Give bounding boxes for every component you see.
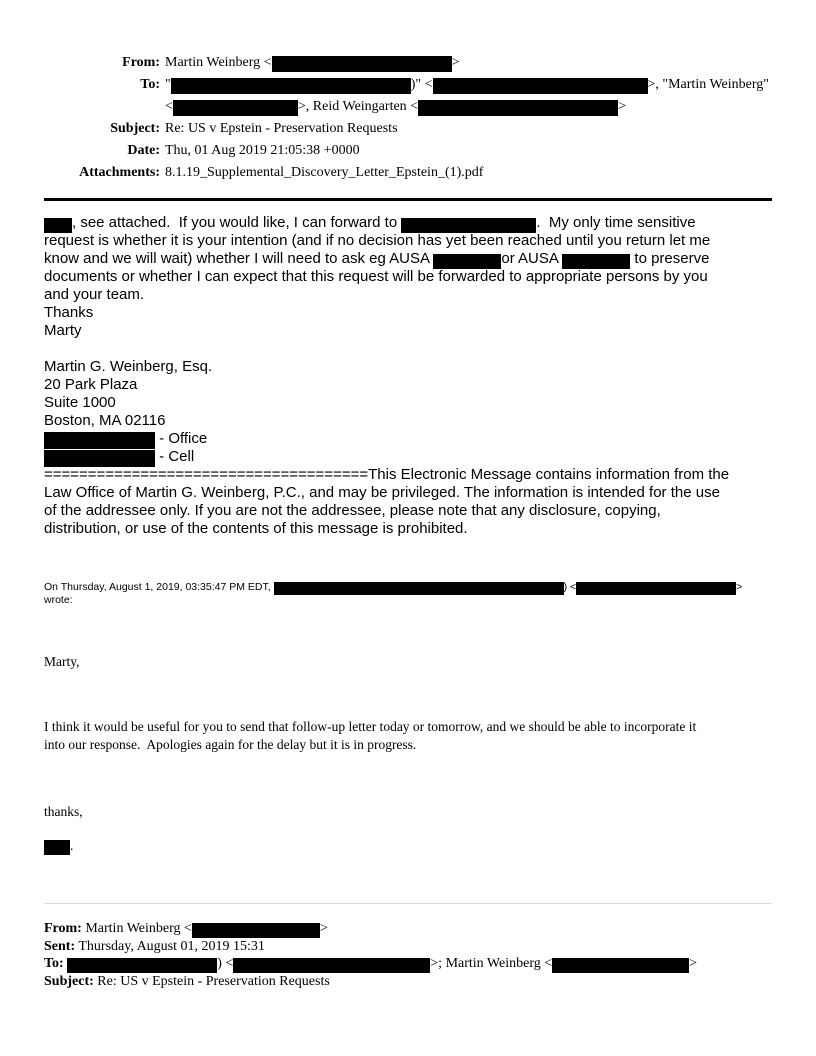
redaction-bar (44, 432, 155, 449)
text-line: Martin G. Weinberg, Esq. (44, 358, 213, 375)
email-header (44, 52, 772, 184)
text-line: into our response. Apologies again for the delay but it is in progress. (44, 737, 417, 752)
redaction-bar (44, 218, 72, 233)
quoted-email-divider (44, 903, 772, 904)
text-line: and your team. (44, 286, 145, 303)
text-line: - Cell (44, 448, 772, 466)
text-line: 20 Park Plaza (44, 376, 138, 393)
field-label: To: (44, 956, 64, 971)
header-field-value: Martin Weinberg < > (165, 55, 460, 70)
text-line: thanks, (44, 804, 83, 819)
redaction-bar (192, 923, 320, 938)
redaction-bar (272, 56, 452, 72)
redaction-bar (171, 78, 411, 94)
text-line: know and we will wait) whether I will need to ask eg AUSA or AUSA to preserve (44, 250, 710, 267)
header-field-value: 8.1.19_Supplemental_Discovery_Letter_Epstein_(1).pdf (165, 165, 484, 180)
text-line: . (44, 837, 772, 855)
redaction-bar (552, 958, 689, 973)
text-line: To: ) < >; Martin Weinberg < > (44, 956, 698, 971)
redaction-bar (44, 840, 70, 855)
quote-closing (44, 803, 772, 821)
text-line: Marty (44, 322, 82, 339)
field-label: Subject: (44, 973, 94, 989)
header-field-label: Attachments: (79, 165, 160, 180)
text-line: , see attached. If you would like, I can forward to . My only time sensitive (44, 214, 772, 232)
text-line: documents or whether I can expect that this request will be forwarded to appropriate persons by you (44, 268, 708, 285)
signature-block (44, 358, 772, 538)
quote-paragraph (44, 718, 772, 754)
text-line: Marty, (44, 654, 80, 669)
text-line: Sent: Thursday, August 01, 2019 15:31 (44, 938, 265, 954)
quote-attribution-line (44, 581, 772, 607)
text-line: request is whether it is your intention (and if no decision has yet been reached until you return let me (44, 232, 711, 249)
quote-greeting (44, 653, 772, 671)
text-line: On Thursday, August 1, 2019, 03:35:47 PM EDT, ) < > wrote: (44, 581, 746, 606)
redaction-bar (576, 582, 736, 595)
header-row (44, 140, 772, 162)
header-row (44, 74, 772, 118)
header-field-label: From: (122, 55, 160, 70)
header-divider (44, 198, 772, 201)
text-line: Law Office of Martin G. Weinberg, P.C., and may be privileged. The information is intended for the use (44, 484, 720, 501)
header-row (44, 52, 772, 74)
text-line: I think it would be useful for you to send that follow-up letter today or tomorrow, and we should be able to incorporate it (44, 719, 697, 734)
quote-sender-name (44, 837, 772, 855)
redaction-bar (44, 450, 155, 467)
header-field-label: Subject: (110, 121, 160, 136)
header-row (44, 118, 772, 140)
text-line: From: Martin Weinberg < > (44, 921, 328, 936)
redaction-bar (67, 958, 217, 973)
redaction-bar (433, 254, 501, 269)
header-field-label: Date: (127, 143, 160, 158)
header-field-value: " )" < >, "Martin Weinberg" < >, Reid Weingarten < > (165, 77, 769, 114)
text-line: Boston, MA 02116 (44, 412, 166, 429)
field-label: Sent: (44, 938, 76, 954)
redaction-bar (274, 582, 564, 595)
text-line: =====================================This Electronic Message contains information from the (44, 466, 730, 483)
redaction-bar (433, 78, 648, 94)
redaction-bar (401, 218, 536, 233)
header-field-value: Re: US v Epstein - Preservation Requests (165, 121, 398, 136)
field-label: From: (44, 921, 82, 936)
redaction-bar (173, 100, 298, 116)
quoted-email-header (44, 920, 772, 990)
redaction-bar (418, 100, 618, 116)
text-line: Subject: Re: US v Epstein - Preservation Requests (44, 973, 330, 989)
header-row (44, 162, 772, 184)
header-field-value: Thu, 01 Aug 2019 21:05:38 +0000 (165, 143, 360, 158)
text-line: - Office (44, 430, 772, 448)
redaction-bar (233, 958, 430, 973)
text-line: Suite 1000 (44, 394, 116, 411)
text-line: distribution, or use of the contents of this message is prohibited. (44, 520, 468, 537)
message-body (44, 214, 772, 340)
text-line: of the addressee only. If you are not the addressee, please note that any disclosure, copying, (44, 502, 661, 519)
text-line: Thanks (44, 304, 94, 321)
header-field-label: To: (140, 77, 160, 92)
redaction-bar (562, 254, 630, 269)
